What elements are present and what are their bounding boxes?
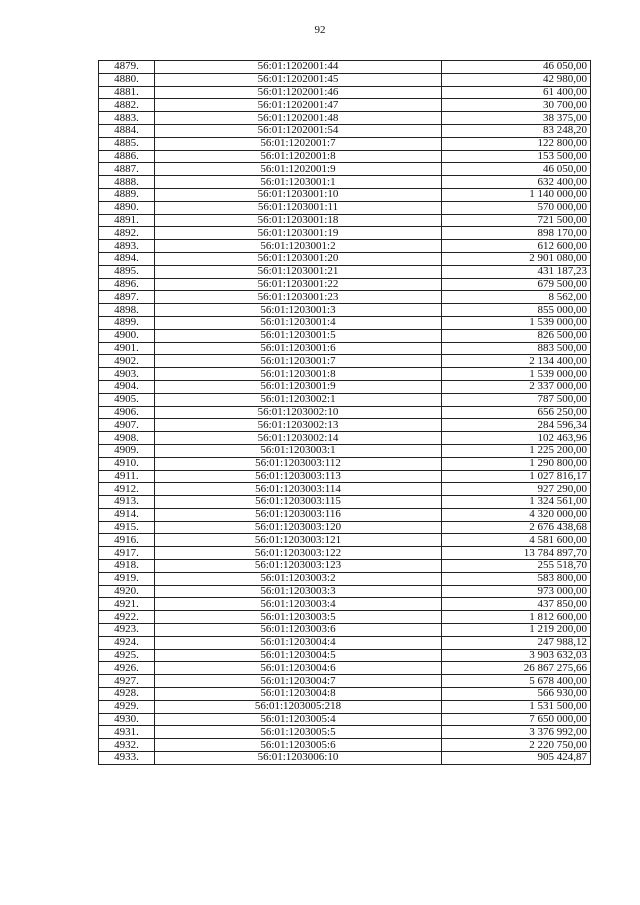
row-number-cell: 4893.	[99, 240, 155, 253]
cadastral-value-cell: 122 800,00	[442, 137, 591, 150]
table-row	[99, 176, 591, 189]
table-row	[99, 73, 591, 86]
cadastral-value-cell: 2 134 400,00	[442, 355, 591, 368]
cadastral-value-cell: 61 400,00	[442, 86, 591, 99]
cadastral-value-cell: 855 000,00	[442, 304, 591, 317]
row-number-cell: 4906.	[99, 406, 155, 419]
cadastral-number-cell: 56:01:1203002:1	[155, 393, 442, 406]
cadastral-value-cell: 102 463,96	[442, 432, 591, 445]
table-row	[99, 700, 591, 713]
row-number-cell: 4911.	[99, 470, 155, 483]
table-row	[99, 547, 591, 560]
cadastral-value-cell: 612 600,00	[442, 240, 591, 253]
table-row	[99, 636, 591, 649]
cadastral-value-cell: 3 903 632,03	[442, 649, 591, 662]
table-row	[99, 214, 591, 227]
table-row	[99, 316, 591, 329]
row-number-cell: 4905.	[99, 393, 155, 406]
table-row	[99, 99, 591, 112]
cadastral-value-cell: 2 676 438,68	[442, 521, 591, 534]
row-number-cell: 4887.	[99, 163, 155, 176]
row-number-cell: 4890.	[99, 201, 155, 214]
cadastral-number-cell: 56:01:1203003:122	[155, 547, 442, 560]
cadastral-number-cell: 56:01:1202001:54	[155, 124, 442, 137]
table-row	[99, 611, 591, 624]
row-number-cell: 4923.	[99, 624, 155, 637]
cadastral-number-cell: 56:01:1203003:6	[155, 624, 442, 637]
cadastral-number-cell: 56:01:1203003:1	[155, 444, 442, 457]
cadastral-number-cell: 56:01:1203004:8	[155, 688, 442, 701]
cadastral-value-cell: 1 539 000,00	[442, 316, 591, 329]
cadastral-number-cell: 56:01:1203001:20	[155, 252, 442, 265]
cadastral-value-cell: 2 337 000,00	[442, 380, 591, 393]
table-row	[99, 419, 591, 432]
table-row	[99, 240, 591, 253]
cadastral-value-cell: 1 219 200,00	[442, 624, 591, 637]
row-number-cell: 4894.	[99, 252, 155, 265]
table-row	[99, 163, 591, 176]
cadastral-value-cell: 1 812 600,00	[442, 611, 591, 624]
table-row	[99, 752, 591, 765]
table-row	[99, 483, 591, 496]
row-number-cell: 4932.	[99, 739, 155, 752]
row-number-cell: 4922.	[99, 611, 155, 624]
table-row	[99, 393, 591, 406]
row-number-cell: 4884.	[99, 124, 155, 137]
cadastral-number-cell: 56:01:1202001:48	[155, 112, 442, 125]
cadastral-number-cell: 56:01:1203001:10	[155, 188, 442, 201]
row-number-cell: 4925.	[99, 649, 155, 662]
table-row	[99, 227, 591, 240]
table-row	[99, 137, 591, 150]
row-number-cell: 4882.	[99, 99, 155, 112]
cadastral-value-cell: 1 027 816,17	[442, 470, 591, 483]
cadastral-number-cell: 56:01:1203001:8	[155, 368, 442, 381]
table-row	[99, 265, 591, 278]
cadastral-value-cell: 7 650 000,00	[442, 713, 591, 726]
cadastral-number-cell: 56:01:1203004:4	[155, 636, 442, 649]
cadastral-value-cell: 437 850,00	[442, 598, 591, 611]
cadastral-number-cell: 56:01:1203003:114	[155, 483, 442, 496]
cadastral-value-cell: 656 250,00	[442, 406, 591, 419]
table-row	[99, 61, 591, 74]
cadastral-number-cell: 56:01:1202001:9	[155, 163, 442, 176]
table-row	[99, 432, 591, 445]
cadastral-value-cell: 632 400,00	[442, 176, 591, 189]
cadastral-value-cell: 38 375,00	[442, 112, 591, 125]
cadastral-number-cell: 56:01:1203001:22	[155, 278, 442, 291]
table-row	[99, 124, 591, 137]
table-row	[99, 444, 591, 457]
table-body	[99, 61, 591, 765]
cadastral-number-cell: 56:01:1202001:45	[155, 73, 442, 86]
row-number-cell: 4907.	[99, 419, 155, 432]
cadastral-value-cell: 570 000,00	[442, 201, 591, 214]
cadastral-number-cell: 56:01:1203003:5	[155, 611, 442, 624]
row-number-cell: 4916.	[99, 534, 155, 547]
table-row	[99, 329, 591, 342]
cadastral-number-cell: 56:01:1203003:112	[155, 457, 442, 470]
row-number-cell: 4892.	[99, 227, 155, 240]
cadastral-value-cell: 721 500,00	[442, 214, 591, 227]
row-number-cell: 4908.	[99, 432, 155, 445]
table-row	[99, 662, 591, 675]
row-number-cell: 4883.	[99, 112, 155, 125]
cadastral-value-cell: 2 220 750,00	[442, 739, 591, 752]
cadastral-number-cell: 56:01:1203001:9	[155, 380, 442, 393]
table-row	[99, 278, 591, 291]
cadastral-value-cell: 4 320 000,00	[442, 508, 591, 521]
row-number-cell: 4897.	[99, 291, 155, 304]
cadastral-value-cell: 153 500,00	[442, 150, 591, 163]
cadastral-number-cell: 56:01:1203001:21	[155, 265, 442, 278]
table-row	[99, 457, 591, 470]
row-number-cell: 4879.	[99, 61, 155, 74]
cadastral-value-cell: 1 290 800,00	[442, 457, 591, 470]
row-number-cell: 4917.	[99, 547, 155, 560]
cadastral-number-cell: 56:01:1203003:3	[155, 585, 442, 598]
row-number-cell: 4891.	[99, 214, 155, 227]
row-number-cell: 4886.	[99, 150, 155, 163]
table-row	[99, 688, 591, 701]
table-row	[99, 355, 591, 368]
table-row	[99, 585, 591, 598]
cadastral-value-cell: 1 531 500,00	[442, 700, 591, 713]
cadastral-number-cell: 56:01:1203003:4	[155, 598, 442, 611]
cadastral-value-cell: 787 500,00	[442, 393, 591, 406]
table-row	[99, 675, 591, 688]
row-number-cell: 4912.	[99, 483, 155, 496]
cadastral-number-cell: 56:01:1203003:123	[155, 560, 442, 573]
cadastral-value-cell: 30 700,00	[442, 99, 591, 112]
cadastral-value-cell: 431 187,23	[442, 265, 591, 278]
cadastral-number-cell: 56:01:1203003:2	[155, 572, 442, 585]
table-row	[99, 649, 591, 662]
table-row	[99, 470, 591, 483]
cadastral-value-cell: 46 050,00	[442, 163, 591, 176]
table-row	[99, 291, 591, 304]
row-number-cell: 4924.	[99, 636, 155, 649]
table-row	[99, 521, 591, 534]
cadastral-value-cell: 26 867 275,66	[442, 662, 591, 675]
cadastral-number-cell: 56:01:1203001:11	[155, 201, 442, 214]
cadastral-number-cell: 56:01:1203001:3	[155, 304, 442, 317]
row-number-cell: 4919.	[99, 572, 155, 585]
table-row	[99, 342, 591, 355]
row-number-cell: 4926.	[99, 662, 155, 675]
row-number-cell: 4881.	[99, 86, 155, 99]
cadastral-value-cell: 905 424,87	[442, 752, 591, 765]
table-row	[99, 739, 591, 752]
cadastral-value-cell: 284 596,34	[442, 419, 591, 432]
row-number-cell: 4927.	[99, 675, 155, 688]
row-number-cell: 4888.	[99, 176, 155, 189]
cadastral-value-cell: 5 678 400,00	[442, 675, 591, 688]
cadastral-number-cell: 56:01:1203003:120	[155, 521, 442, 534]
row-number-cell: 4921.	[99, 598, 155, 611]
table-row	[99, 598, 591, 611]
row-number-cell: 4900.	[99, 329, 155, 342]
table-row	[99, 380, 591, 393]
table-row	[99, 252, 591, 265]
table-row	[99, 726, 591, 739]
row-number-cell: 4896.	[99, 278, 155, 291]
cadastral-value-cell: 826 500,00	[442, 329, 591, 342]
table-row	[99, 508, 591, 521]
row-number-cell: 4930.	[99, 713, 155, 726]
cadastral-number-cell: 56:01:1202001:8	[155, 150, 442, 163]
cadastral-value-cell: 1 539 000,00	[442, 368, 591, 381]
table-row	[99, 368, 591, 381]
cadastral-value-cell: 583 800,00	[442, 572, 591, 585]
cadastral-value-cell: 1 225 200,00	[442, 444, 591, 457]
cadastral-value-cell: 973 000,00	[442, 585, 591, 598]
cadastral-value-cell: 8 562,00	[442, 291, 591, 304]
cadastral-number-cell: 56:01:1203003:115	[155, 496, 442, 509]
table-row	[99, 112, 591, 125]
cadastral-number-cell: 56:01:1203001:6	[155, 342, 442, 355]
cadastral-number-cell: 56:01:1203004:5	[155, 649, 442, 662]
cadastral-number-cell: 56:01:1203001:23	[155, 291, 442, 304]
cadastral-number-cell: 56:01:1203003:116	[155, 508, 442, 521]
cadastral-value-cell: 247 988,12	[442, 636, 591, 649]
row-number-cell: 4898.	[99, 304, 155, 317]
cadastral-value-cell: 1 324 561,00	[442, 496, 591, 509]
cadastral-value-cell: 42 980,00	[442, 73, 591, 86]
row-number-cell: 4914.	[99, 508, 155, 521]
cadastral-number-cell: 56:01:1203001:7	[155, 355, 442, 368]
table-row	[99, 86, 591, 99]
row-number-cell: 4885.	[99, 137, 155, 150]
page-number: 92	[314, 24, 326, 36]
row-number-cell: 4920.	[99, 585, 155, 598]
table-row	[99, 534, 591, 547]
table-row	[99, 150, 591, 163]
cadastral-number-cell: 56:01:1203001:2	[155, 240, 442, 253]
cadastral-value-cell: 1 140 000,00	[442, 188, 591, 201]
cadastral-value-cell: 255 518,70	[442, 560, 591, 573]
table-row	[99, 713, 591, 726]
table-row	[99, 496, 591, 509]
table-row	[99, 188, 591, 201]
cadastral-value-cell: 927 290,00	[442, 483, 591, 496]
cadastral-number-cell: 56:01:1203005:4	[155, 713, 442, 726]
row-number-cell: 4933.	[99, 752, 155, 765]
cadastral-number-cell: 56:01:1203002:14	[155, 432, 442, 445]
row-number-cell: 4909.	[99, 444, 155, 457]
table-row	[99, 304, 591, 317]
cadastral-number-cell: 56:01:1203006:10	[155, 752, 442, 765]
row-number-cell: 4928.	[99, 688, 155, 701]
cadastral-number-cell: 56:01:1203001:5	[155, 329, 442, 342]
cadastral-value-cell: 566 930,00	[442, 688, 591, 701]
row-number-cell: 4918.	[99, 560, 155, 573]
row-number-cell: 4880.	[99, 73, 155, 86]
cadastral-value-cell: 13 784 897,70	[442, 547, 591, 560]
cadastral-value-cell: 3 376 992,00	[442, 726, 591, 739]
table-row	[99, 572, 591, 585]
cadastral-number-cell: 56:01:1203002:13	[155, 419, 442, 432]
cadastral-value-table	[98, 60, 591, 765]
row-number-cell: 4889.	[99, 188, 155, 201]
cadastral-number-cell: 56:01:1203005:218	[155, 700, 442, 713]
row-number-cell: 4910.	[99, 457, 155, 470]
cadastral-value-cell: 2 901 080,00	[442, 252, 591, 265]
row-number-cell: 4901.	[99, 342, 155, 355]
row-number-cell: 4899.	[99, 316, 155, 329]
cadastral-number-cell: 56:01:1203001:1	[155, 176, 442, 189]
row-number-cell: 4931.	[99, 726, 155, 739]
cadastral-number-cell: 56:01:1202001:7	[155, 137, 442, 150]
table-row	[99, 201, 591, 214]
cadastral-number-cell: 56:01:1203003:113	[155, 470, 442, 483]
cadastral-number-cell: 56:01:1203001:4	[155, 316, 442, 329]
row-number-cell: 4913.	[99, 496, 155, 509]
row-number-cell: 4895.	[99, 265, 155, 278]
cadastral-number-cell: 56:01:1203004:7	[155, 675, 442, 688]
cadastral-number-cell: 56:01:1202001:46	[155, 86, 442, 99]
cadastral-value-cell: 83 248,20	[442, 124, 591, 137]
row-number-cell: 4929.	[99, 700, 155, 713]
table-row	[99, 406, 591, 419]
cadastral-number-cell: 56:01:1203001:19	[155, 227, 442, 240]
cadastral-value-cell: 46 050,00	[442, 61, 591, 74]
cadastral-number-cell: 56:01:1203001:18	[155, 214, 442, 227]
cadastral-value-cell: 4 581 600,00	[442, 534, 591, 547]
cadastral-value-cell: 679 500,00	[442, 278, 591, 291]
row-number-cell: 4902.	[99, 355, 155, 368]
cadastral-number-cell: 56:01:1203005:5	[155, 726, 442, 739]
row-number-cell: 4915.	[99, 521, 155, 534]
cadastral-number-cell: 56:01:1202001:47	[155, 99, 442, 112]
cadastral-value-cell: 898 170,00	[442, 227, 591, 240]
row-number-cell: 4904.	[99, 380, 155, 393]
table-row	[99, 624, 591, 637]
cadastral-number-cell: 56:01:1203004:6	[155, 662, 442, 675]
cadastral-number-cell: 56:01:1202001:44	[155, 61, 442, 74]
row-number-cell: 4903.	[99, 368, 155, 381]
cadastral-value-cell: 883 500,00	[442, 342, 591, 355]
table-row	[99, 560, 591, 573]
cadastral-number-cell: 56:01:1203002:10	[155, 406, 442, 419]
cadastral-number-cell: 56:01:1203005:6	[155, 739, 442, 752]
cadastral-number-cell: 56:01:1203003:121	[155, 534, 442, 547]
